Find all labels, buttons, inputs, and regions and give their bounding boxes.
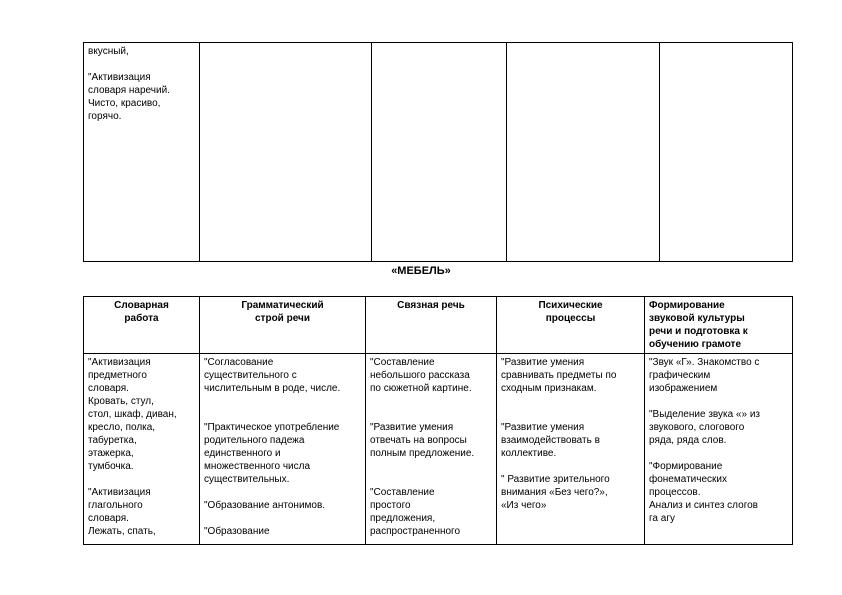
mental-processes-line: внимания «Без чего?»,	[501, 487, 608, 498]
connected-speech-line: по сюжетной картине.	[370, 383, 472, 394]
connected-speech-line: небольшого рассказа	[370, 370, 470, 381]
vocabulary-line: Лежать, спать,	[88, 526, 156, 537]
grammar-line	[204, 395, 361, 408]
sound-culture-line: процессов.	[649, 487, 701, 498]
header-row	[84, 297, 793, 354]
mental-processes-line: коллективе.	[501, 448, 557, 459]
header-1-line: Грамматический	[241, 300, 324, 311]
top-cell-1-line: Чисто, красиво,	[88, 98, 161, 109]
grammar-line: существительного с	[204, 370, 297, 381]
sound-culture-line: изображением	[649, 383, 718, 394]
cell-connected-speech	[366, 354, 497, 545]
mental-processes-line: сравнивать предметы по	[501, 370, 617, 381]
vocabulary-line: стол, шкаф, диван,	[88, 409, 177, 420]
section-title: «МЕБЕЛЬ»	[391, 265, 451, 277]
sound-culture-line: "Формирование	[649, 461, 723, 472]
top-cell-1-line	[88, 58, 195, 71]
header-3-line: Психические	[538, 300, 603, 311]
header-3-line: процессы	[545, 313, 596, 324]
mental-processes-line	[501, 408, 640, 421]
sound-culture-line: га агу	[649, 513, 675, 524]
main-table	[83, 296, 793, 545]
header-1-line: строй речи	[255, 313, 310, 324]
connected-speech-line	[370, 473, 492, 486]
cell-sound-culture	[645, 354, 793, 545]
vocabulary-line: табуретка,	[88, 435, 137, 446]
grammar-line: родительного падежа	[204, 435, 305, 446]
grammar-line: множественного числа	[204, 461, 311, 472]
cell-grammar	[200, 354, 366, 545]
vocabulary-line: Кровать, стул,	[88, 396, 154, 407]
cell-vocabulary	[84, 354, 200, 545]
connected-speech-line: "Составление	[370, 357, 435, 368]
mental-processes-line: "Развитие умения	[501, 422, 585, 433]
sound-culture-line: "Звук «Г». Знакомство с	[649, 357, 760, 368]
mental-processes-line: " Развитие зрительного	[501, 474, 610, 485]
mental-processes-line: сходным признакам.	[501, 383, 597, 394]
header-4-line: Формирование	[649, 300, 725, 311]
top-table	[83, 42, 793, 262]
grammar-line: числительным в роде, числе.	[204, 383, 341, 394]
top-cell-5	[660, 43, 793, 262]
vocabulary-line: предметного	[88, 370, 147, 381]
connected-speech-line	[370, 395, 492, 408]
sound-culture-line: ряда, ряда слов.	[649, 435, 727, 446]
header-mental-processes	[497, 297, 645, 354]
grammar-line	[204, 408, 361, 421]
vocabulary-line: этажерка,	[88, 448, 134, 459]
connected-speech-line: простого	[370, 500, 411, 511]
grammar-line: "Образование	[204, 526, 270, 537]
vocabulary-line: словаря.	[88, 513, 129, 524]
connected-speech-line: полным предложение.	[370, 448, 475, 459]
sound-culture-line: звукового, слогового	[649, 422, 745, 433]
sound-culture-line	[649, 447, 788, 460]
mental-processes-line: взаимодействовать в	[501, 435, 600, 446]
mental-processes-line	[501, 460, 640, 473]
top-cell-1-line: вкусный,	[88, 46, 129, 57]
grammar-line: "Образование антонимов.	[204, 500, 326, 511]
grammar-line: существительных.	[204, 474, 290, 485]
connected-speech-line: "Развитие умения	[370, 422, 454, 433]
header-4-line: звуковой культуры	[649, 313, 745, 324]
connected-speech-line	[370, 460, 492, 473]
connected-speech-line: предложения,	[370, 513, 436, 524]
top-cell-1	[84, 43, 200, 262]
top-cell-1-line: словаря наречий.	[88, 85, 170, 96]
header-grammar	[200, 297, 366, 354]
grammar-line: "Практическое употребление	[204, 422, 340, 433]
header-0-line: работа	[124, 313, 159, 324]
header-connected-speech	[366, 297, 497, 354]
vocabulary-line	[88, 473, 195, 486]
vocabulary-line: глагольного	[88, 500, 143, 511]
top-cell-3	[372, 43, 507, 262]
header-vocabulary	[84, 297, 200, 354]
mental-processes-line	[501, 395, 640, 408]
grammar-line	[204, 512, 361, 525]
grammar-line: "Согласование	[204, 357, 274, 368]
cell-mental-processes	[497, 354, 645, 545]
connected-speech-line	[370, 408, 492, 421]
header-2-line: Связная речь	[397, 300, 465, 311]
connected-speech-line: распространенного	[370, 526, 461, 537]
sound-culture-line: фонематических	[649, 474, 727, 485]
vocabulary-line: "Активизация	[88, 357, 151, 368]
mental-processes-line: "Развитие умения	[501, 357, 585, 368]
connected-speech-line: "Составление	[370, 487, 435, 498]
table-row	[84, 354, 793, 545]
grammar-line	[204, 486, 361, 499]
top-cell-1-line: "Активизация	[88, 72, 151, 83]
top-cell-2	[200, 43, 372, 262]
vocabulary-line: словаря.	[88, 383, 129, 394]
sound-culture-line: графическим	[649, 370, 711, 381]
header-sound-culture	[645, 297, 793, 354]
vocabulary-line: кресло, полка,	[88, 422, 156, 433]
sound-culture-line	[649, 395, 788, 408]
sound-culture-line: "Выделение звука «» из	[649, 409, 761, 420]
mental-processes-line: «Из чего»	[501, 500, 547, 511]
vocabulary-line: "Активизация	[88, 487, 151, 498]
top-cell-4	[507, 43, 660, 262]
sound-culture-line: Анализ и синтез слогов	[649, 500, 758, 511]
header-4-line: речи и подготовка к	[649, 326, 748, 337]
vocabulary-line: тумбочка.	[88, 461, 134, 472]
connected-speech-line: отвечать на вопросы	[370, 435, 467, 446]
top-cell-1-line: горячо.	[88, 111, 122, 122]
header-4-line: обучению грамоте	[649, 339, 742, 350]
header-0-line: Словарная	[114, 300, 169, 311]
grammar-line: единственного и	[204, 448, 281, 459]
